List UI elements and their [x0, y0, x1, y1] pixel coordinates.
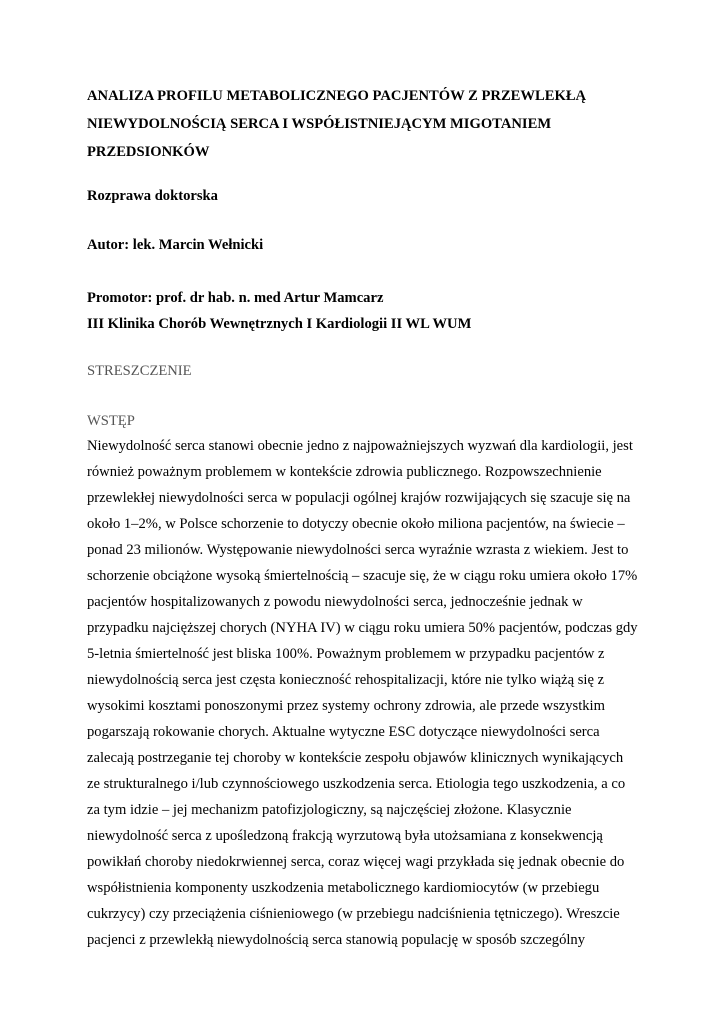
body-line: schorzenie obciążone wysoką śmiertelnością – szacuje się, że w ciągu roku umiera około 17%: [87, 568, 638, 584]
body-line: również poważnym problemem w kontekście zdrowia publicznego. Rozpowszechnienie: [87, 464, 602, 480]
body-line: przewlekłej niewydolności serca w populacji ogólnej krajów rozwijających się szacuje się na: [87, 490, 631, 506]
body-line: ponad 23 milionów. Występowanie niewydolności serca wyraźnie wzrasta z wiekiem. Jest to: [87, 542, 629, 558]
body-line: niewydolność serca z upośledzoną frakcją wyrzutową była utożsamiana z konsekwencją: [87, 828, 603, 844]
body-line: współistnienia komponenty uszkodzenia metabolicznego kardiomiocytów (w przebiegu: [87, 880, 600, 896]
title-line: NIEWYDOLNOŚCIĄ SERCA I WSPÓŁISTNIEJĄCYM MIGOTANIEM: [87, 116, 552, 132]
body-line: powikłań choroby niedokrwiennej serca, coraz więcej wagi przykłada się jednak obecnie do: [87, 854, 625, 870]
body-line: ze strukturalnego i/lub czynnościowego uszkodzenia serca. Etiologia tego uszkodzenia, a co: [87, 776, 626, 792]
author-line: Autor: lek. Marcin Wełnicki: [87, 237, 264, 253]
body-line: niewydolnością serca jest częsta konieczność rehospitalizacji, które nie tylko wiążą się z: [87, 672, 605, 688]
body-line: przypadku najcięższej chorych (NYHA IV) w ciągu roku umiera 50% pacjentów, podczas gdy: [87, 620, 638, 636]
body-line: Niewydolność serca stanowi obecnie jedno z najpoważniejszych wyzwań dla kardiologii, jest: [87, 438, 633, 454]
summary-heading: STRESZCZENIE: [87, 363, 192, 379]
intro-paragraph: [87, 433, 647, 953]
body-line: wysokimi kosztami ponoszonymi przez systemy ochrony zdrowia, ale przede wszystkim: [87, 698, 605, 714]
document-title: [87, 82, 647, 166]
intro-heading: WSTĘP: [87, 413, 135, 429]
body-line: cukrzycy) czy przeciążenia ciśnieniowego (w przebiegu nadciśnienia tętniczego). Wreszcie: [87, 906, 620, 922]
body-line: pogarszają rokowanie chorych. Aktualne wytyczne ESC dotyczące niewydolności serca: [87, 724, 600, 740]
body-line: za tym idzie – jej mechanizm patofizjologiczny, są najczęściej złożone. Klasycznie: [87, 802, 572, 818]
title-line: PRZEDSIONKÓW: [87, 144, 210, 160]
title-line: ANALIZA PROFILU METABOLICZNEGO PACJENTÓW Z PRZEWLEKŁĄ: [87, 88, 587, 104]
body-line: około 1–2%, w Polsce schorzenie to dotyczy obecnie około miliona pacjentów, na świecie –: [87, 516, 625, 532]
promotor-line: Promotor: prof. dr hab. n. med Artur Mamcarz: [87, 290, 384, 306]
thesis-type: Rozprawa doktorska: [87, 188, 218, 204]
body-line: zalecają postrzeganie tej choroby w kontekście zespołu objawów klinicznych wynikających: [87, 750, 624, 766]
body-line: pacjenci z przewlekłą niewydolnością serca stanowią populację w sposób szczególny: [87, 932, 586, 948]
body-line: pacjentów hospitalizowanych z powodu niewydolności serca, jednocześnie jednak w: [87, 594, 583, 610]
body-line: 5-letnia śmiertelność jest bliska 100%. Poważnym problemem w przypadku pacjentów z: [87, 646, 605, 662]
affiliation-line: III Klinika Chorób Wewnętrznych I Kardiologii II WL WUM: [87, 316, 472, 332]
